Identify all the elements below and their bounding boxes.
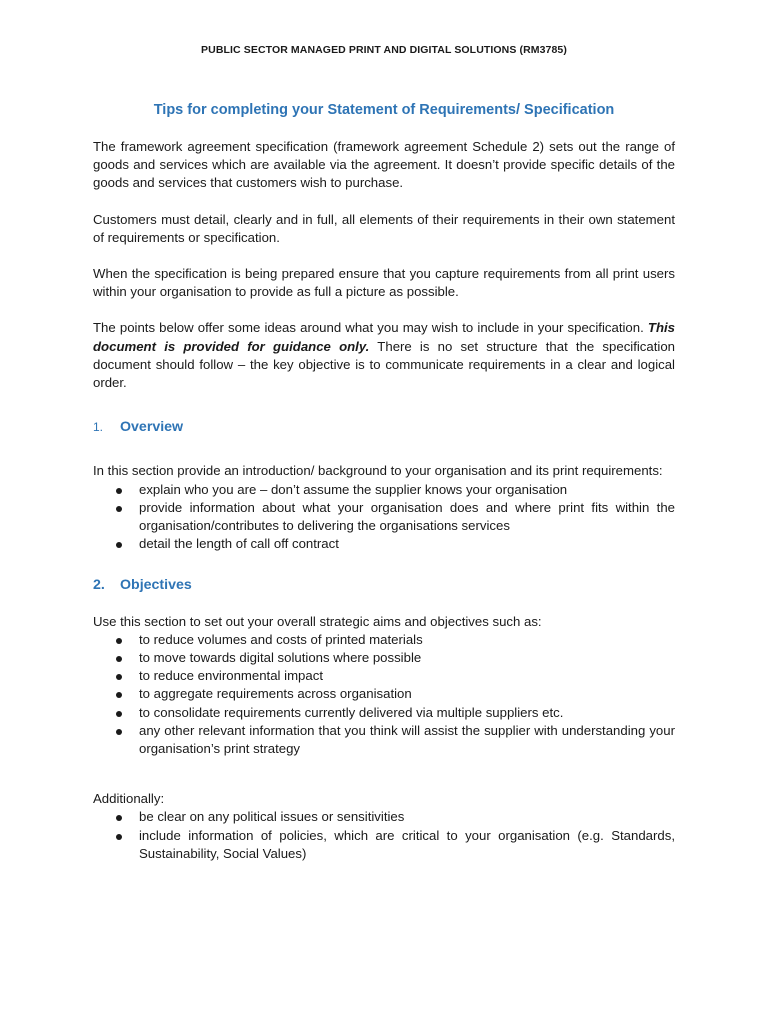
section-title: Overview [120,419,184,436]
list-item: to reduce environmental impact [93,667,675,685]
overview-bullet-list [93,481,675,554]
intro-paragraph-4-lead: The points below offer some ideas around what you may wish to include in your specification. [93,320,644,336]
section-heading-overview [93,418,675,436]
list-item: any other relevant information that you think will assist the supplier with understanding your organisation’s print strategy [93,722,675,758]
document-title: Tips for completing your Statement of Requirements/ Specification [153,102,615,118]
intro-paragraph-1: The framework agreement specification (framework agreement Schedule 2) sets out the range of goods and services which are available via the agreement. It doesn’t provide specific details of the goods and services that customers wish to purchase. [93,139,675,191]
overview-lead: In this section provide an introduction/ background to your organisation and its print requirements: [93,463,663,479]
intro-paragraph-2: Customers must detail, clearly and in full, all elements of their requirements in their own statement of requirements or specification. [93,211,675,245]
list-item: to aggregate requirements across organisation [93,685,675,703]
section-number: 2. [93,577,105,594]
list-item: detail the length of call off contract [93,535,675,553]
section-title: Objectives [120,577,192,594]
list-item: to move towards digital solutions where possible [93,649,675,667]
additionally-bullet-list [93,808,675,863]
section-heading-objectives [93,576,675,594]
intro-paragraph-4-rest: There is no set structure that the specification document should follow – the key objective is to communicate requirements in a clear and logical order. [93,338,676,391]
document-header: PUBLIC SECTOR MANAGED PRINT AND DIGITAL SOLUTIONS (RM3785) [201,44,567,56]
additionally-lead: Additionally: [93,791,165,807]
objectives-lead: Use this section to set out your overall strategic aims and objectives such as: [93,613,542,629]
guidance-emphasis: This document is provided for guidance only. [93,320,675,354]
intro-paragraph-4 [93,319,675,392]
list-item: include information of policies, which are critical to your organisation (e.g. Standards, Sustainability, Social Values) [93,827,675,863]
document-body [93,138,675,863]
section-number: 1. [93,420,104,435]
list-item: to consolidate requirements currently delivered via multiple suppliers etc. [93,704,675,722]
list-item: be clear on any political issues or sensitivities [93,808,675,826]
list-item: explain who you are – don’t assume the supplier knows your organisation [93,481,675,499]
intro-paragraph-3: When the specification is being prepared ensure that you capture requirements from all print users within your organisation to provide as full a picture as possible. [93,266,675,300]
list-item: to reduce volumes and costs of printed materials [93,631,675,649]
objectives-bullet-list [93,631,675,758]
list-item: provide information about what your organisation does and where print fits within the organisation/contributes to delivering the organisations services [93,499,675,535]
